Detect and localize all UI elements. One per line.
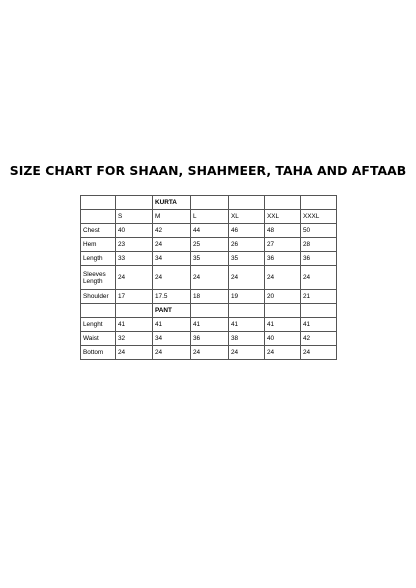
value-cell: 33 (116, 252, 153, 266)
value-cell: 24 (191, 266, 229, 290)
table-row (81, 346, 337, 360)
value-cell: 40 (265, 332, 301, 346)
value-cell: 41 (153, 318, 191, 332)
empty-cell (116, 196, 153, 210)
value-cell: 48 (265, 224, 301, 238)
value-cell: 24 (153, 266, 191, 290)
value-cell: 41 (116, 318, 153, 332)
size-header-row (81, 210, 337, 224)
value-cell: 41 (229, 318, 265, 332)
value-cell: 21 (301, 290, 337, 304)
empty-cell (191, 304, 229, 318)
value-cell: 24 (265, 266, 301, 290)
table-row (81, 252, 337, 266)
value-cell: 27 (265, 238, 301, 252)
value-cell: 20 (265, 290, 301, 304)
value-cell: 24 (153, 238, 191, 252)
empty-cell (191, 196, 229, 210)
value-cell: 40 (116, 224, 153, 238)
value-cell: 18 (191, 290, 229, 304)
kurta-section-label: KURTA (153, 196, 191, 210)
row-label: Sleeves Length (81, 266, 116, 290)
value-cell: 44 (191, 224, 229, 238)
value-cell: 35 (229, 252, 265, 266)
pant-section-row (81, 304, 337, 318)
table-row (81, 266, 337, 290)
row-label: Shoulder (81, 290, 116, 304)
value-cell: 24 (301, 346, 337, 360)
row-label: Hem (81, 238, 116, 252)
value-cell: 24 (301, 266, 337, 290)
value-cell: 35 (191, 252, 229, 266)
empty-cell (81, 304, 116, 318)
empty-cell (229, 196, 265, 210)
size-header-cell: S (116, 210, 153, 224)
value-cell: 24 (229, 266, 265, 290)
size-header-cell: L (191, 210, 229, 224)
value-cell: 26 (229, 238, 265, 252)
pant-section-label: PANT (153, 304, 191, 318)
empty-cell (265, 304, 301, 318)
empty-cell (301, 196, 337, 210)
value-cell: 38 (229, 332, 265, 346)
row-label: Length (81, 252, 116, 266)
value-cell: 36 (301, 252, 337, 266)
empty-cell (81, 196, 116, 210)
value-cell: 28 (301, 238, 337, 252)
size-header-cell: XL (229, 210, 265, 224)
value-cell: 34 (153, 252, 191, 266)
row-label: Lenght (81, 318, 116, 332)
table-row (81, 332, 337, 346)
value-cell: 17.5 (153, 290, 191, 304)
empty-cell (265, 196, 301, 210)
value-cell: 32 (116, 332, 153, 346)
value-cell: 36 (265, 252, 301, 266)
value-cell: 42 (301, 332, 337, 346)
value-cell: 50 (301, 224, 337, 238)
value-cell: 41 (191, 318, 229, 332)
value-cell: 24 (191, 346, 229, 360)
row-label: Chest (81, 224, 116, 238)
value-cell: 24 (265, 346, 301, 360)
empty-cell (81, 210, 116, 224)
row-label: Bottom (81, 346, 116, 360)
size-header-cell: XXXL (301, 210, 337, 224)
table-row (81, 290, 337, 304)
value-cell: 46 (229, 224, 265, 238)
empty-cell (116, 304, 153, 318)
size-header-cell: M (153, 210, 191, 224)
kurta-section-row (81, 196, 337, 210)
empty-cell (229, 304, 265, 318)
table-row (81, 238, 337, 252)
value-cell: 19 (229, 290, 265, 304)
value-cell: 25 (191, 238, 229, 252)
table-row (81, 224, 337, 238)
page-title: SIZE CHART FOR SHAAN, SHAHMEER, TAHA AND AFTAAB (9, 163, 407, 178)
value-cell: 24 (229, 346, 265, 360)
value-cell: 24 (153, 346, 191, 360)
value-cell: 36 (191, 332, 229, 346)
size-chart-table (80, 195, 337, 360)
size-header-cell: XXL (265, 210, 301, 224)
value-cell: 34 (153, 332, 191, 346)
value-cell: 24 (116, 266, 153, 290)
table-row (81, 318, 337, 332)
value-cell: 41 (301, 318, 337, 332)
row-label: Waist (81, 332, 116, 346)
value-cell: 42 (153, 224, 191, 238)
value-cell: 41 (265, 318, 301, 332)
value-cell: 23 (116, 238, 153, 252)
empty-cell (301, 304, 337, 318)
value-cell: 17 (116, 290, 153, 304)
value-cell: 24 (116, 346, 153, 360)
